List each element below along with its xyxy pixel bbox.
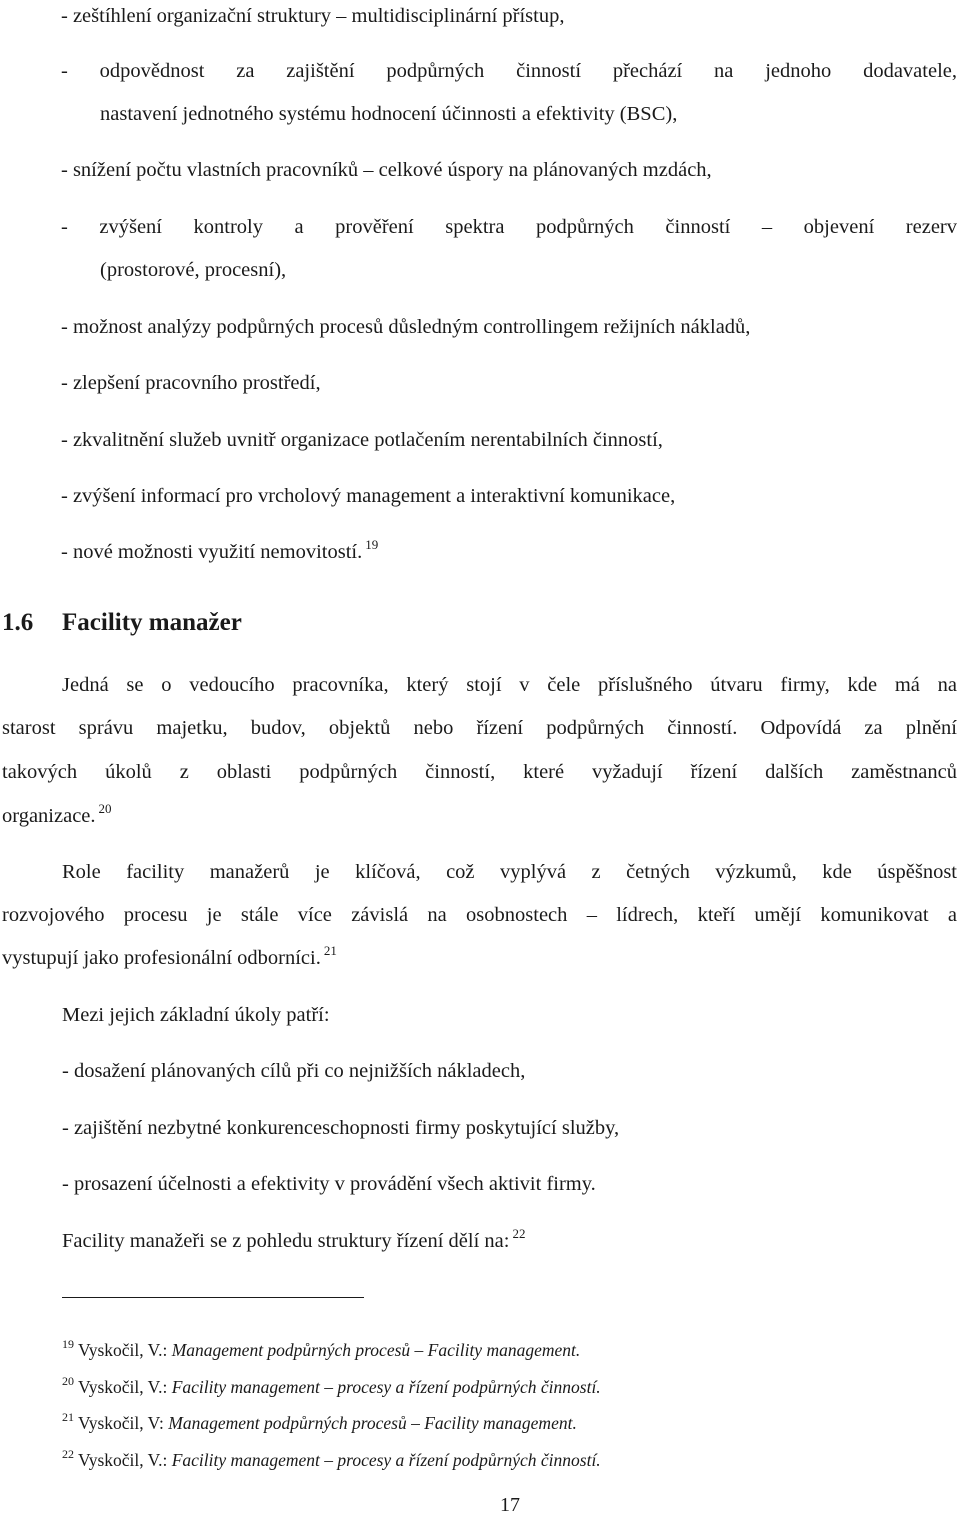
paragraph-line: Role facility manažerů je klíčová, což vyplývá z četných výzkumů, kde úspěšnost bbox=[62, 861, 957, 883]
task-item: - prosazení účelnosti a efektivity v provádění všech aktivit firmy. bbox=[62, 1173, 596, 1195]
paragraph-text: organizace. bbox=[2, 805, 96, 827]
bullet-item: - odpovědnost za zajištění podpůrných činností přechází na jednoho dodavatele, bbox=[61, 60, 957, 82]
bullet-item: - zvýšení informací pro vrcholový management a interaktivní komunikace, bbox=[61, 485, 676, 507]
closing-sentence bbox=[62, 1226, 957, 1255]
footnote-ref: 19 bbox=[365, 537, 379, 552]
paragraph-line: takových úkolů z oblasti podpůrných činností, které vyžadují řízení dalších zaměstnanců bbox=[2, 761, 957, 783]
paragraph-line bbox=[2, 801, 957, 830]
bullet-item: - zeštíhlení organizační struktury – multidisciplinární přístup, bbox=[61, 5, 565, 27]
footnote-title: Management podpůrných procesů – Facility management. bbox=[171, 1340, 581, 1360]
bullet-item bbox=[61, 537, 957, 566]
footnote-ref: 20 bbox=[98, 801, 112, 816]
footnote bbox=[62, 1449, 601, 1473]
footnote-author: Vyskočil, V.: bbox=[78, 1450, 168, 1470]
page-number: 17 bbox=[500, 1494, 520, 1516]
section-heading bbox=[2, 608, 242, 638]
bullet-item: - snížení počtu vlastních pracovníků – celkové úspory na plánovaných mzdách, bbox=[61, 159, 712, 181]
bullet-item-continuation: (prostorové, procesní), bbox=[100, 259, 287, 281]
paragraph-line bbox=[2, 943, 957, 972]
bullet-item: - možnost analýzy podpůrných procesů důsledným controllingem režijních nákladů, bbox=[61, 316, 751, 338]
footnote-ref: 21 bbox=[323, 943, 337, 958]
footnote bbox=[62, 1412, 577, 1436]
section-title: Facility manažer bbox=[62, 609, 242, 636]
footnote-ref: 22 bbox=[512, 1226, 526, 1241]
bullet-text: - nové možnosti využití nemovitostí. bbox=[61, 541, 363, 563]
footnote-author: Vyskočil, V.: bbox=[78, 1377, 168, 1397]
bullet-item-continuation: nastavení jednotného systému hodnocení účinnosti a efektivity (BSC), bbox=[100, 103, 678, 125]
footnote-author: Vyskočil, V.: bbox=[78, 1340, 168, 1360]
footnote-title: Facility management – procesy a řízení podpůrných činností. bbox=[171, 1450, 601, 1470]
tasks-intro: Mezi jejich základní úkoly patří: bbox=[62, 1004, 330, 1026]
task-item: - zajištění nezbytné konkurenceschopnosti firmy poskytující služby, bbox=[62, 1117, 620, 1139]
closing-text: Facility manažeři se z pohledu struktury řízení dělí na: bbox=[62, 1230, 510, 1252]
footnote-separator bbox=[62, 1297, 364, 1298]
paragraph-line: Jedná se o vedoucího pracovníka, který stojí v čele příslušného útvaru firmy, kde má na bbox=[62, 674, 957, 696]
paragraph-text: vystupují jako profesionální odborníci. bbox=[2, 947, 321, 969]
footnote-author: Vyskočil, V: bbox=[78, 1413, 164, 1433]
footnote-title: Facility management – procesy a řízení podpůrných činností. bbox=[171, 1377, 601, 1397]
paragraph-line: starost správu majetku, budov, objektů nebo řízení podpůrných činností. Odpovídá za plnění bbox=[2, 717, 957, 739]
bullet-item: - zlepšení pracovního prostředí, bbox=[61, 372, 321, 394]
section-number: 1.6 bbox=[2, 609, 34, 636]
footnote-title: Management podpůrných procesů – Facility management. bbox=[168, 1413, 577, 1433]
bullet-item: - zvýšení kontroly a prověření spektra podpůrných činností – objevení rezerv bbox=[61, 216, 957, 238]
bullet-item: - zkvalitnění služeb uvnitř organizace potlačením nerentabilních činností, bbox=[61, 429, 663, 451]
footnote bbox=[62, 1376, 601, 1400]
footnote bbox=[62, 1339, 580, 1363]
task-item: - dosažení plánovaných cílů při co nejnižších nákladech, bbox=[62, 1060, 526, 1082]
footnote-number: 22 bbox=[62, 1447, 74, 1461]
paragraph-line: rozvojového procesu je stále více závislá na osobnostech – lídrech, kteří umějí komunikovat a bbox=[2, 904, 957, 926]
footnote-number: 19 bbox=[62, 1337, 74, 1351]
footnote-number: 21 bbox=[62, 1410, 74, 1424]
footnote-number: 20 bbox=[62, 1374, 74, 1388]
